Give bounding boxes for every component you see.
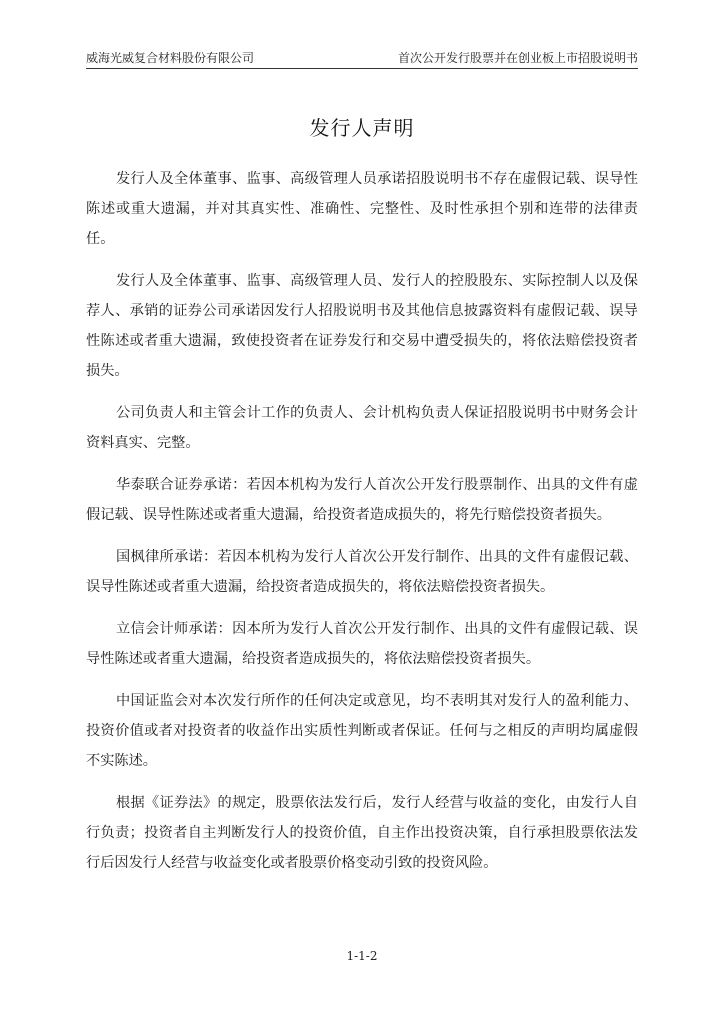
page-header: [86, 50, 638, 66]
paragraph-csrc-disclaimer: 中国证监会对本次发行所作的任何决定或意见，均不表明其对发行人的盈利能力、投资价值或者对投资者的收益作出实质性判断或者保证。任何与之相反的声明均属虚假不实陈述。: [86, 693, 638, 769]
paragraph-sponsor-commitment: 华泰联合证券承诺：若因本机构为发行人首次公开发行股票制作、出具的文件有虚假记载、误导性陈述或者重大遗漏，给投资者造成损失的，将先行赔偿投资者损失。: [86, 477, 638, 523]
page-number: 1-1-2: [346, 949, 378, 963]
page-title: 发行人声明: [309, 116, 415, 140]
declaration-body: [86, 164, 638, 890]
paragraph-financial-guarantee: 公司负责人和主管会计工作的负责人、会计机构负责人保证招股说明书中财务会计资料真实、完整。: [86, 405, 638, 451]
header-divider: [86, 68, 638, 69]
paragraph-issuer-commitment: 发行人及全体董事、监事、高级管理人员承诺招股说明书不存在虚假记载、误导性陈述或重大遗漏，并对其真实性、准确性、完整性、及时性承担个别和连带的法律责任。: [86, 171, 638, 247]
paragraph-compensation-commitment: 发行人及全体董事、监事、高级管理人员、发行人的控股股东、实际控制人以及保荐人、承销的证券公司承诺因发行人招股说明书及其他信息披露资料有虚假记载、误导性陈述或者重大遗漏，致使投资者在证券发行和交易中遭受损失的，将依法赔偿投资者损失。: [86, 273, 638, 379]
paragraph-law-firm-commitment: 国枫律所承诺：若因本机构为发行人首次公开发行制作、出具的文件有虚假记载、误导性陈述或者重大遗漏，给投资者造成损失的，将依法赔偿投资者损失。: [86, 549, 638, 595]
paragraph-accountant-commitment: 立信会计师承诺：因本所为发行人首次公开发行制作、出具的文件有虚假记载、误导性陈述或者重大遗漏，给投资者造成损失的，将依法赔偿投资者损失。: [86, 621, 638, 667]
document-title: 首次公开发行股票并在创业板上市招股说明书: [397, 51, 638, 65]
paragraph-investment-risk: 根据《证券法》的规定，股票依法发行后，发行人经营与收益的变化，由发行人自行负责；投资者自主判断发行人的投资价值，自主作出投资决策，自行承担股票依法发行后因发行人经营与收益变化或者股票价格变动引致的投资风险。: [86, 795, 638, 871]
company-name: 威海光威复合材料股份有限公司: [86, 51, 255, 65]
